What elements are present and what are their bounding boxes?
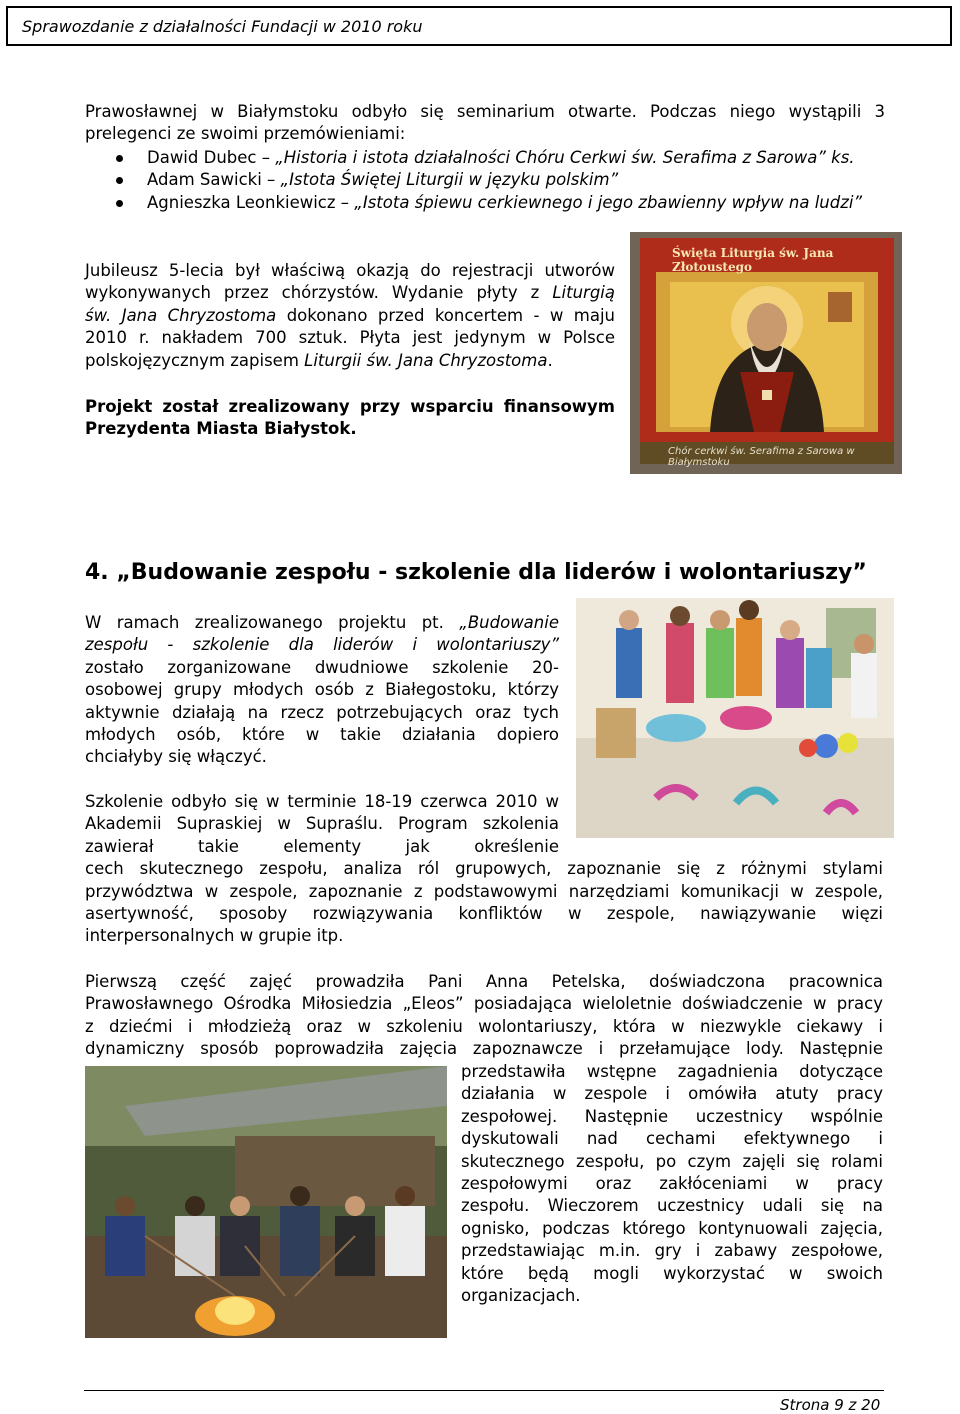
jubilee-line xyxy=(85,305,615,327)
para-line: z dziećmi i młodzieżą oraz w szkoleniu wolontariuszy, która w niezwykle ciekawy i xyxy=(85,1016,883,1036)
para-line: zawierał takie elementy jak określenie xyxy=(85,836,559,856)
jubilee-text: . xyxy=(547,350,553,370)
speaker-name: Adam Sawicki – xyxy=(147,170,281,190)
para-line: cech skutecznego zespołu, analiza ról grupowych, zapoznanie się z różnymi stylami xyxy=(85,859,883,879)
funding-line-1: Projekt został zrealizowany przy wsparciu finansowym xyxy=(85,397,615,416)
para-line: które będą mogli wykorzystać w swoich xyxy=(461,1263,883,1283)
para-line: działania w zespole i omówiła atuty pracy xyxy=(461,1084,883,1104)
speaker-name: Dawid Dubec – xyxy=(147,148,276,167)
para-line: skutecznego zespołu, po czym zajęli się rolami xyxy=(461,1151,883,1171)
intro-line-2: prelegenci ze swoimi przemówieniami: xyxy=(85,124,406,143)
footer-divider xyxy=(84,1390,884,1391)
para-line: młodych osób, które w takie działania dopiero xyxy=(85,725,559,745)
funding-line-2: Prezydenta Miasta Białystok. xyxy=(85,419,357,438)
jubilee-line: Jubileusz 5-lecia był właściwą okazją do rejestracji utworów xyxy=(85,261,615,280)
campfire-photo xyxy=(85,1066,447,1338)
jubilee-text: wykonywanych przez chórzystów. Wydanie płyty z xyxy=(85,283,553,303)
para-line: Pierwszą część zajęć prowadziła Pani Anna Petelska, doświadczona pracownica xyxy=(85,972,883,991)
header-title: Sprawozdanie z działalności Fundacji w 2010 roku xyxy=(22,17,423,36)
para-line: osobowej grupy młodych osób z Białegostoku, którzy xyxy=(85,680,559,700)
para-line: przywództwa w zespole, zapoznanie z podstawowymi narzędziami komunikacji w zespole, xyxy=(85,881,883,901)
jubilee-line xyxy=(85,282,615,304)
para-italic: zespołu - szkolenie dla liderów i wolontariuszy” xyxy=(85,635,559,655)
jubilee-italic: św. Jana Chryzostoma xyxy=(85,305,277,325)
icon-cd-photo xyxy=(630,232,902,474)
para-line: dynamiczny sposób poprowadziła zajęcia zapoznawcze i przełamujące lody. Następnie xyxy=(85,1039,883,1059)
campfire-photo-graphic xyxy=(85,1066,447,1338)
para-line: Akademii Supraskiej w Supraślu. Program szkolenia xyxy=(85,814,559,834)
jubilee-line: 2010 r. nakładem 700 sztuk. Płyta jest jedynym w Polsce xyxy=(85,328,615,348)
jubilee-italic: Liturgii św. Jana Chryzostoma xyxy=(304,350,548,370)
para-text: W ramach zrealizowanego projektu pt. xyxy=(85,613,460,632)
section-heading: 4. „Budowanie zespołu - szkolenie dla liderów i wolontariuszy” xyxy=(85,560,867,585)
para-line: Szkolenie odbyło się w terminie 18-19 czerwca 2010 w xyxy=(85,792,559,811)
jubilee-italic: Liturgią xyxy=(552,283,615,303)
para-line: przedstawiając m.in. gry i zabawy zespołowe, xyxy=(461,1241,883,1261)
jubilee-text: polskojęzycznym zapisem xyxy=(85,350,305,370)
speaker-item xyxy=(85,169,885,191)
intro-line-1: Prawosławnej w Białymstoku odbyło się seminarium otwarte. Podczas niego wystąpili 3 xyxy=(85,102,885,121)
page-number: Strona 9 z 20 xyxy=(780,1396,881,1414)
para-line: ognisko, podczas którego kontynuowali zajęcia, xyxy=(461,1218,883,1238)
speaker-name: Agnieszka Leonkiewicz – xyxy=(147,192,355,212)
para-italic: „Budowanie xyxy=(459,613,559,632)
section4-paragraph-1 xyxy=(85,612,559,769)
section4-paragraph-3 xyxy=(85,971,883,1061)
para-line: Prawosławnego Ośrodka Miłosiedzia „Eleos” posiadająca wieloletnie doświadczenie w pracy xyxy=(85,994,883,1014)
para-line: zespołowymi oraz zakłóceniami w pracy xyxy=(461,1174,883,1194)
speaker-item xyxy=(85,192,885,214)
icon-cd-top-text: Święta Liturgia św. Jana Złotoustego xyxy=(672,246,834,274)
para-line: interpersonalnych w grupie itp. xyxy=(85,926,344,946)
para-line: chciałyby się włączyć. xyxy=(85,747,267,767)
para-line: organizacjach. xyxy=(461,1286,581,1306)
para-line xyxy=(85,634,559,656)
para-line: zostało zorganizowane dwudniowe szkolenie 20- xyxy=(85,657,559,677)
para-line xyxy=(85,612,559,634)
speaker-item xyxy=(85,147,885,169)
section4-paragraph-3-narrow xyxy=(461,1061,883,1307)
para-line: asertywność, sposoby rozwiązywania konfliktów w zespole, nawiązywanie więzi xyxy=(85,904,883,924)
jubilee-text: dokonano przed koncertem - w maju xyxy=(276,305,615,325)
page-header xyxy=(6,6,952,46)
para-line: zespołowej. Następnie uczestnicy wspólnie xyxy=(461,1106,883,1126)
jubilee-paragraph xyxy=(85,260,615,372)
para-line: zespołu. Wieczorem uczestnicy udali się na xyxy=(461,1196,883,1216)
para-line: dyskutowali nad cechami efektywnego i xyxy=(461,1129,883,1149)
para-line: aktywnie działają na rzecz potrzebujących oraz tych xyxy=(85,702,559,722)
icon-cd-bottom-text: Chór cerkwi św. Serafima z Sarowa w Białymstoku xyxy=(668,446,855,468)
section4-paragraph-2 xyxy=(85,791,883,948)
para-line: przedstawiła wstępne zagadnienia dotyczące xyxy=(461,1062,883,1081)
speaker-title: „Historia i istota działalności Chóru Cerkwi św. Serafima z Sarowa” ks. xyxy=(275,148,855,167)
speaker-title: „Istota Świętej Liturgii w języku polskim” xyxy=(280,170,619,190)
speakers-list xyxy=(85,147,885,214)
speaker-title: „Istota śpiewu cerkiewnego i jego zbawienny wpływ na ludzi” xyxy=(354,192,863,212)
jubilee-line xyxy=(85,350,615,372)
